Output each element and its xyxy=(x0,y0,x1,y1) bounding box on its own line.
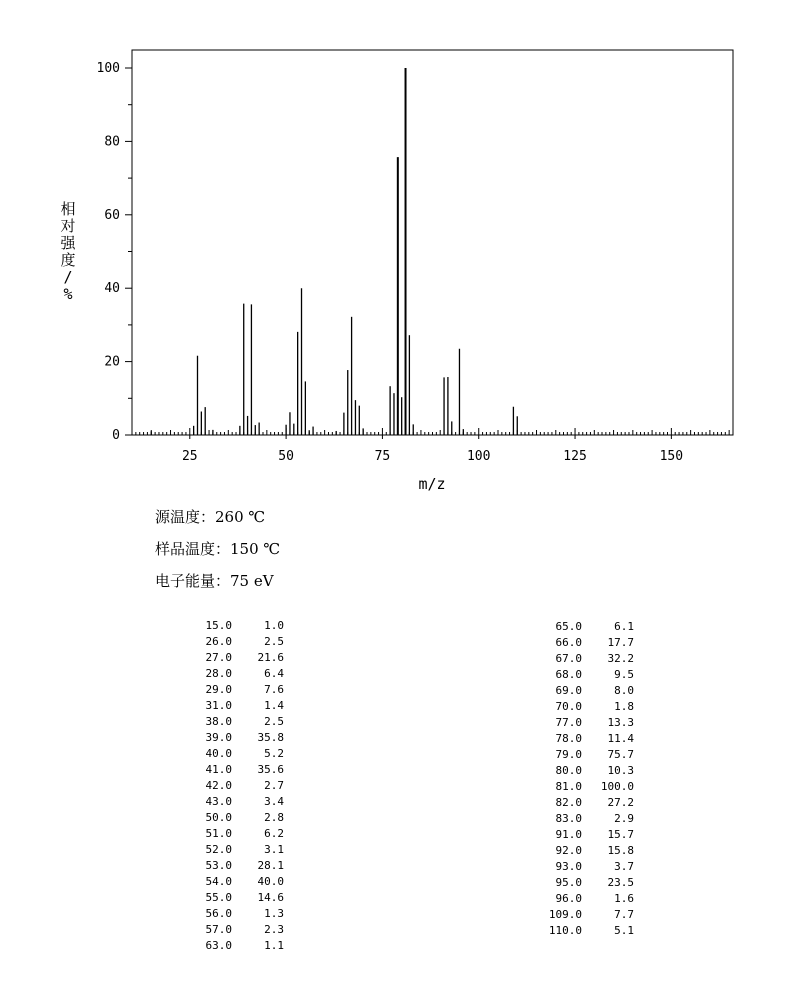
mz-value: 68.0 xyxy=(555,668,582,681)
y-axis-label-char: % xyxy=(63,285,73,303)
mz-value: 15.0 xyxy=(205,619,232,632)
intensity-value: 3.4 xyxy=(264,795,284,808)
mz-value: 79.0 xyxy=(555,748,582,761)
intensity-value: 11.4 xyxy=(607,732,634,745)
mz-value: 54.0 xyxy=(205,875,232,888)
table-row xyxy=(500,667,634,683)
intensity-value: 21.6 xyxy=(257,651,284,664)
intensity-value: 3.7 xyxy=(614,860,634,873)
mz-value: 82.0 xyxy=(555,796,582,809)
table-row xyxy=(500,619,634,635)
mz-value: 52.0 xyxy=(205,843,232,856)
mz-value: 110.0 xyxy=(548,924,582,937)
y-axis-ticks xyxy=(97,61,132,443)
table-row xyxy=(500,923,634,939)
y-tick-label: 0 xyxy=(112,428,120,443)
intensity-value: 2.5 xyxy=(264,715,284,728)
x-axis-ticks xyxy=(182,435,683,464)
peak-table-left xyxy=(150,618,284,954)
table-row xyxy=(150,890,284,906)
x-tick-label: 25 xyxy=(181,449,198,464)
y-tick-label: 20 xyxy=(104,354,120,370)
electron-energy: 电子能量：75 eV xyxy=(155,572,274,590)
intensity-value: 13.3 xyxy=(607,716,634,729)
mz-value: 31.0 xyxy=(205,699,232,712)
table-row xyxy=(150,794,284,810)
table-row xyxy=(500,699,634,715)
mz-value: 29.0 xyxy=(205,683,232,696)
spectrum-peaks xyxy=(151,68,517,435)
table-row xyxy=(500,907,634,923)
table-row xyxy=(150,746,284,762)
plot-frame xyxy=(132,50,733,435)
table-row xyxy=(500,811,634,827)
intensity-value: 15.8 xyxy=(607,844,634,857)
source-temperature: 源温度：260 ℃ xyxy=(155,508,266,526)
mz-value: 109.0 xyxy=(548,908,582,921)
table-row xyxy=(500,683,634,699)
y-axis-label xyxy=(60,200,76,303)
intensity-value: 100.0 xyxy=(600,780,634,793)
mz-value: 40.0 xyxy=(205,747,232,760)
y-tick-label: 40 xyxy=(104,281,120,297)
intensity-value: 5.2 xyxy=(264,747,284,760)
mz-value: 26.0 xyxy=(205,635,232,648)
intensity-value: 1.6 xyxy=(614,892,634,905)
intensity-value: 2.5 xyxy=(264,635,284,648)
table-row xyxy=(500,891,634,907)
x-tick-label: 125 xyxy=(563,449,587,464)
mz-value: 41.0 xyxy=(205,763,232,776)
x-tick-label: 50 xyxy=(278,449,294,464)
y-axis-label-char: 强 xyxy=(60,234,76,252)
intensity-value: 17.7 xyxy=(607,636,634,649)
y-tick-label: 60 xyxy=(104,207,120,223)
peak-table-right xyxy=(500,619,634,939)
table-row xyxy=(150,922,284,938)
mz-value: 80.0 xyxy=(555,764,582,777)
table-row xyxy=(150,650,284,666)
table-row xyxy=(150,842,284,858)
mz-value: 43.0 xyxy=(205,795,232,808)
intensity-value: 8.0 xyxy=(614,684,634,697)
mz-value: 56.0 xyxy=(205,907,232,920)
intensity-value: 6.1 xyxy=(614,620,634,633)
table-row xyxy=(500,715,634,731)
table-row xyxy=(150,666,284,682)
intensity-value: 1.4 xyxy=(264,699,284,712)
mz-value: 95.0 xyxy=(555,876,582,889)
mz-value: 70.0 xyxy=(555,700,582,713)
table-row xyxy=(500,635,634,651)
intensity-value: 1.1 xyxy=(264,939,284,952)
table-row xyxy=(150,858,284,874)
mz-value: 27.0 xyxy=(205,651,232,664)
intensity-value: 6.4 xyxy=(264,667,284,680)
intensity-value: 15.7 xyxy=(607,828,634,841)
mz-value: 42.0 xyxy=(205,779,232,792)
mz-value: 57.0 xyxy=(205,923,232,936)
mz-value: 53.0 xyxy=(205,859,232,872)
intensity-value: 7.7 xyxy=(614,908,634,921)
mz-value: 39.0 xyxy=(205,731,232,744)
mz-value: 93.0 xyxy=(555,860,582,873)
table-row xyxy=(500,763,634,779)
y-axis-label-char: / xyxy=(63,268,73,286)
intensity-value: 75.7 xyxy=(607,748,634,761)
table-row xyxy=(150,874,284,890)
table-row xyxy=(150,698,284,714)
y-tick-label: 80 xyxy=(104,134,120,150)
table-row xyxy=(150,826,284,842)
intensity-value: 23.5 xyxy=(607,876,634,889)
mz-value: 77.0 xyxy=(555,716,582,729)
mz-value: 28.0 xyxy=(205,667,232,680)
intensity-value: 27.2 xyxy=(607,796,634,809)
table-row xyxy=(150,810,284,826)
table-row xyxy=(500,747,634,763)
y-axis-label-char: 相 xyxy=(60,200,76,218)
mz-value: 50.0 xyxy=(205,811,232,824)
x-axis-label: m/z xyxy=(418,475,446,493)
x-tick-label: 150 xyxy=(659,449,684,464)
y-axis-label-char: 对 xyxy=(60,217,76,235)
x-tick-label: 75 xyxy=(374,449,391,464)
mz-value: 63.0 xyxy=(205,939,232,952)
intensity-value: 5.1 xyxy=(614,924,634,937)
table-row xyxy=(150,634,284,650)
table-row xyxy=(150,938,284,954)
y-axis-label-char: 度 xyxy=(60,251,76,269)
mz-value: 83.0 xyxy=(555,812,582,825)
intensity-value: 2.7 xyxy=(264,779,284,792)
intensity-value: 2.3 xyxy=(264,923,284,936)
intensity-value: 35.8 xyxy=(257,731,284,744)
table-row xyxy=(150,730,284,746)
table-row xyxy=(500,875,634,891)
table-row xyxy=(500,731,634,747)
mz-value: 38.0 xyxy=(205,715,232,728)
intensity-value: 1.8 xyxy=(614,700,634,713)
intensity-value: 1.3 xyxy=(264,907,284,920)
x-tick-label: 100 xyxy=(466,449,491,464)
intensity-value: 14.6 xyxy=(257,891,284,904)
table-row xyxy=(150,778,284,794)
mz-value: 65.0 xyxy=(555,620,582,633)
table-row xyxy=(500,651,634,667)
intensity-value: 6.2 xyxy=(264,827,284,840)
intensity-value: 7.6 xyxy=(264,683,284,696)
table-row xyxy=(150,618,284,634)
mz-value: 92.0 xyxy=(555,844,582,857)
mz-value: 67.0 xyxy=(555,652,582,665)
table-row xyxy=(500,779,634,795)
table-row xyxy=(150,906,284,922)
intensity-value: 2.9 xyxy=(614,812,634,825)
sample-temperature: 样品温度：150 ℃ xyxy=(155,540,281,558)
mz-value: 69.0 xyxy=(555,684,582,697)
mz-value: 55.0 xyxy=(205,891,232,904)
intensity-value: 10.3 xyxy=(607,764,634,777)
intensity-value: 1.0 xyxy=(264,619,284,632)
table-row xyxy=(500,843,634,859)
intensity-value: 35.6 xyxy=(257,763,284,776)
mz-value: 51.0 xyxy=(205,827,232,840)
intensity-value: 40.0 xyxy=(257,875,284,888)
table-row xyxy=(500,859,634,875)
table-row xyxy=(500,795,634,811)
mz-value: 96.0 xyxy=(555,892,582,905)
mz-value: 66.0 xyxy=(555,636,582,649)
mz-value: 91.0 xyxy=(555,828,582,841)
intensity-value: 3.1 xyxy=(264,843,284,856)
x-minor-ticks xyxy=(136,428,729,435)
table-row xyxy=(150,714,284,730)
intensity-value: 32.2 xyxy=(607,652,634,665)
table-row xyxy=(150,762,284,778)
intensity-value: 2.8 xyxy=(264,811,284,824)
mz-value: 81.0 xyxy=(555,780,582,793)
mz-value: 78.0 xyxy=(555,732,582,745)
y-tick-label: 100 xyxy=(96,61,120,76)
table-row xyxy=(150,682,284,698)
table-row xyxy=(500,827,634,843)
intensity-value: 28.1 xyxy=(257,859,284,872)
intensity-value: 9.5 xyxy=(614,668,634,681)
